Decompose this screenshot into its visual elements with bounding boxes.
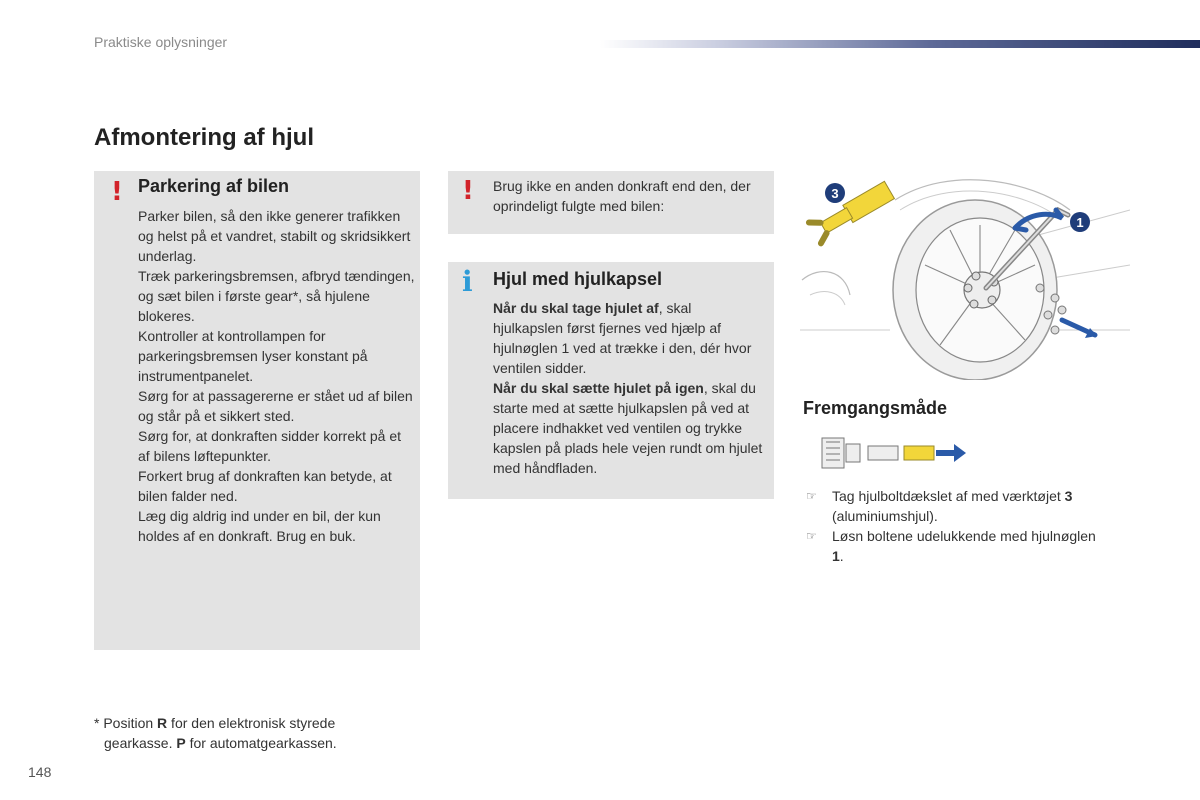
pointing-hand-icon: ☞ — [806, 489, 817, 503]
hubcap-refit-text: , skal du starte med at sætte hjulkapslen på ved at placere indhakket ved ventilen og trykke kapslen på plads hele vejen rundt om hjulet med håndfladen. — [493, 380, 763, 476]
exclamation-icon: ! — [462, 176, 474, 206]
parking-paragraph: Parker bilen, så den ikke generer trafikken og helst på et vandret, stabilt og skridsikkert underlag. — [138, 208, 411, 264]
parking-paragraph: Læg dig aldrig ind under en bil, der kun holdes af en donkraft. Brug en buk. — [138, 508, 381, 544]
parking-paragraph: Sørg for, at donkraften sidder korrekt på et af bilens løftepunkter. — [138, 428, 402, 464]
footnote-text: * Position — [94, 715, 158, 731]
footnote-bold: P — [176, 735, 186, 751]
parking-paragraph: Træk parkeringsbremsen, afbryd tændingen, og sæt bilen i første gear*, så hjulene blokeres. — [138, 268, 415, 324]
hubcap-text — [493, 298, 763, 478]
footnote-text: for den elektronisk styrede — [167, 715, 336, 731]
procedure-steps — [806, 486, 1106, 566]
footnote — [94, 713, 394, 753]
parking-text — [138, 206, 416, 546]
exclamation-icon: ! — [111, 177, 123, 207]
page-number: 148 — [28, 764, 52, 780]
page-title: Afmontering af hjul — [94, 124, 314, 151]
parking-paragraph: Forkert brug af donkraften kan betyde, at bilen falder ned. — [138, 468, 392, 504]
procedure-illustration — [818, 432, 968, 476]
hubcap-remove-text: , skal hjulkapslen først fjernes ved hjælp af hjulnøglen 1 ved at trække i den, dér hvor ventilen sidder. — [493, 300, 752, 376]
step-ref: 1 — [832, 548, 840, 564]
procedure-title: Fremgangsmåde — [803, 398, 948, 418]
step-tail: (aluminiumshjul). — [832, 508, 938, 524]
step-text: Tag hjulboltdækslet af med værktøjet — [832, 488, 1065, 504]
parking-title: Parkering af bilen — [138, 176, 290, 196]
footnote-line — [94, 733, 394, 753]
jack-warning-text: Brug ikke en anden donkraft end den, der oprindeligt fulgte med bilen: — [493, 178, 751, 214]
step-ref: 3 — [1064, 488, 1073, 504]
footnote-line — [94, 713, 394, 733]
step-text: Løsn boltene udelukkende med hjulnøglen — [832, 528, 1096, 544]
callout-1: 1 — [1076, 215, 1084, 230]
step-tail: . — [839, 548, 844, 564]
hubcap-title: Hjul med hjulkapsel — [493, 269, 663, 289]
list-item — [806, 526, 1106, 566]
footnote-bold: R — [157, 715, 168, 731]
hubcap-remove-label: Når du skal tage hjulet af — [493, 300, 659, 316]
pointing-hand-icon: ☞ — [806, 529, 817, 543]
wheel-removal-illustration — [800, 170, 1130, 380]
info-icon: i — [462, 265, 473, 298]
list-item — [806, 486, 1106, 526]
footnote-text: for automatgearkassen. — [185, 735, 337, 751]
header-gradient-bar — [600, 40, 1200, 48]
parking-paragraph: Sørg for at passagererne er stået ud af bilen og står på et sikkert sted. — [138, 388, 413, 424]
footnote-text: gearkasse. — [104, 735, 177, 751]
section-label: Praktiske oplysninger — [94, 34, 228, 50]
hubcap-refit-label: Når du skal sætte hjulet på igen — [493, 380, 704, 396]
callout-3: 3 — [831, 186, 839, 201]
parking-paragraph: Kontroller at kontrollampen for parkeringsbremsen lyser konstant på instrumentpanelet. — [138, 328, 368, 384]
